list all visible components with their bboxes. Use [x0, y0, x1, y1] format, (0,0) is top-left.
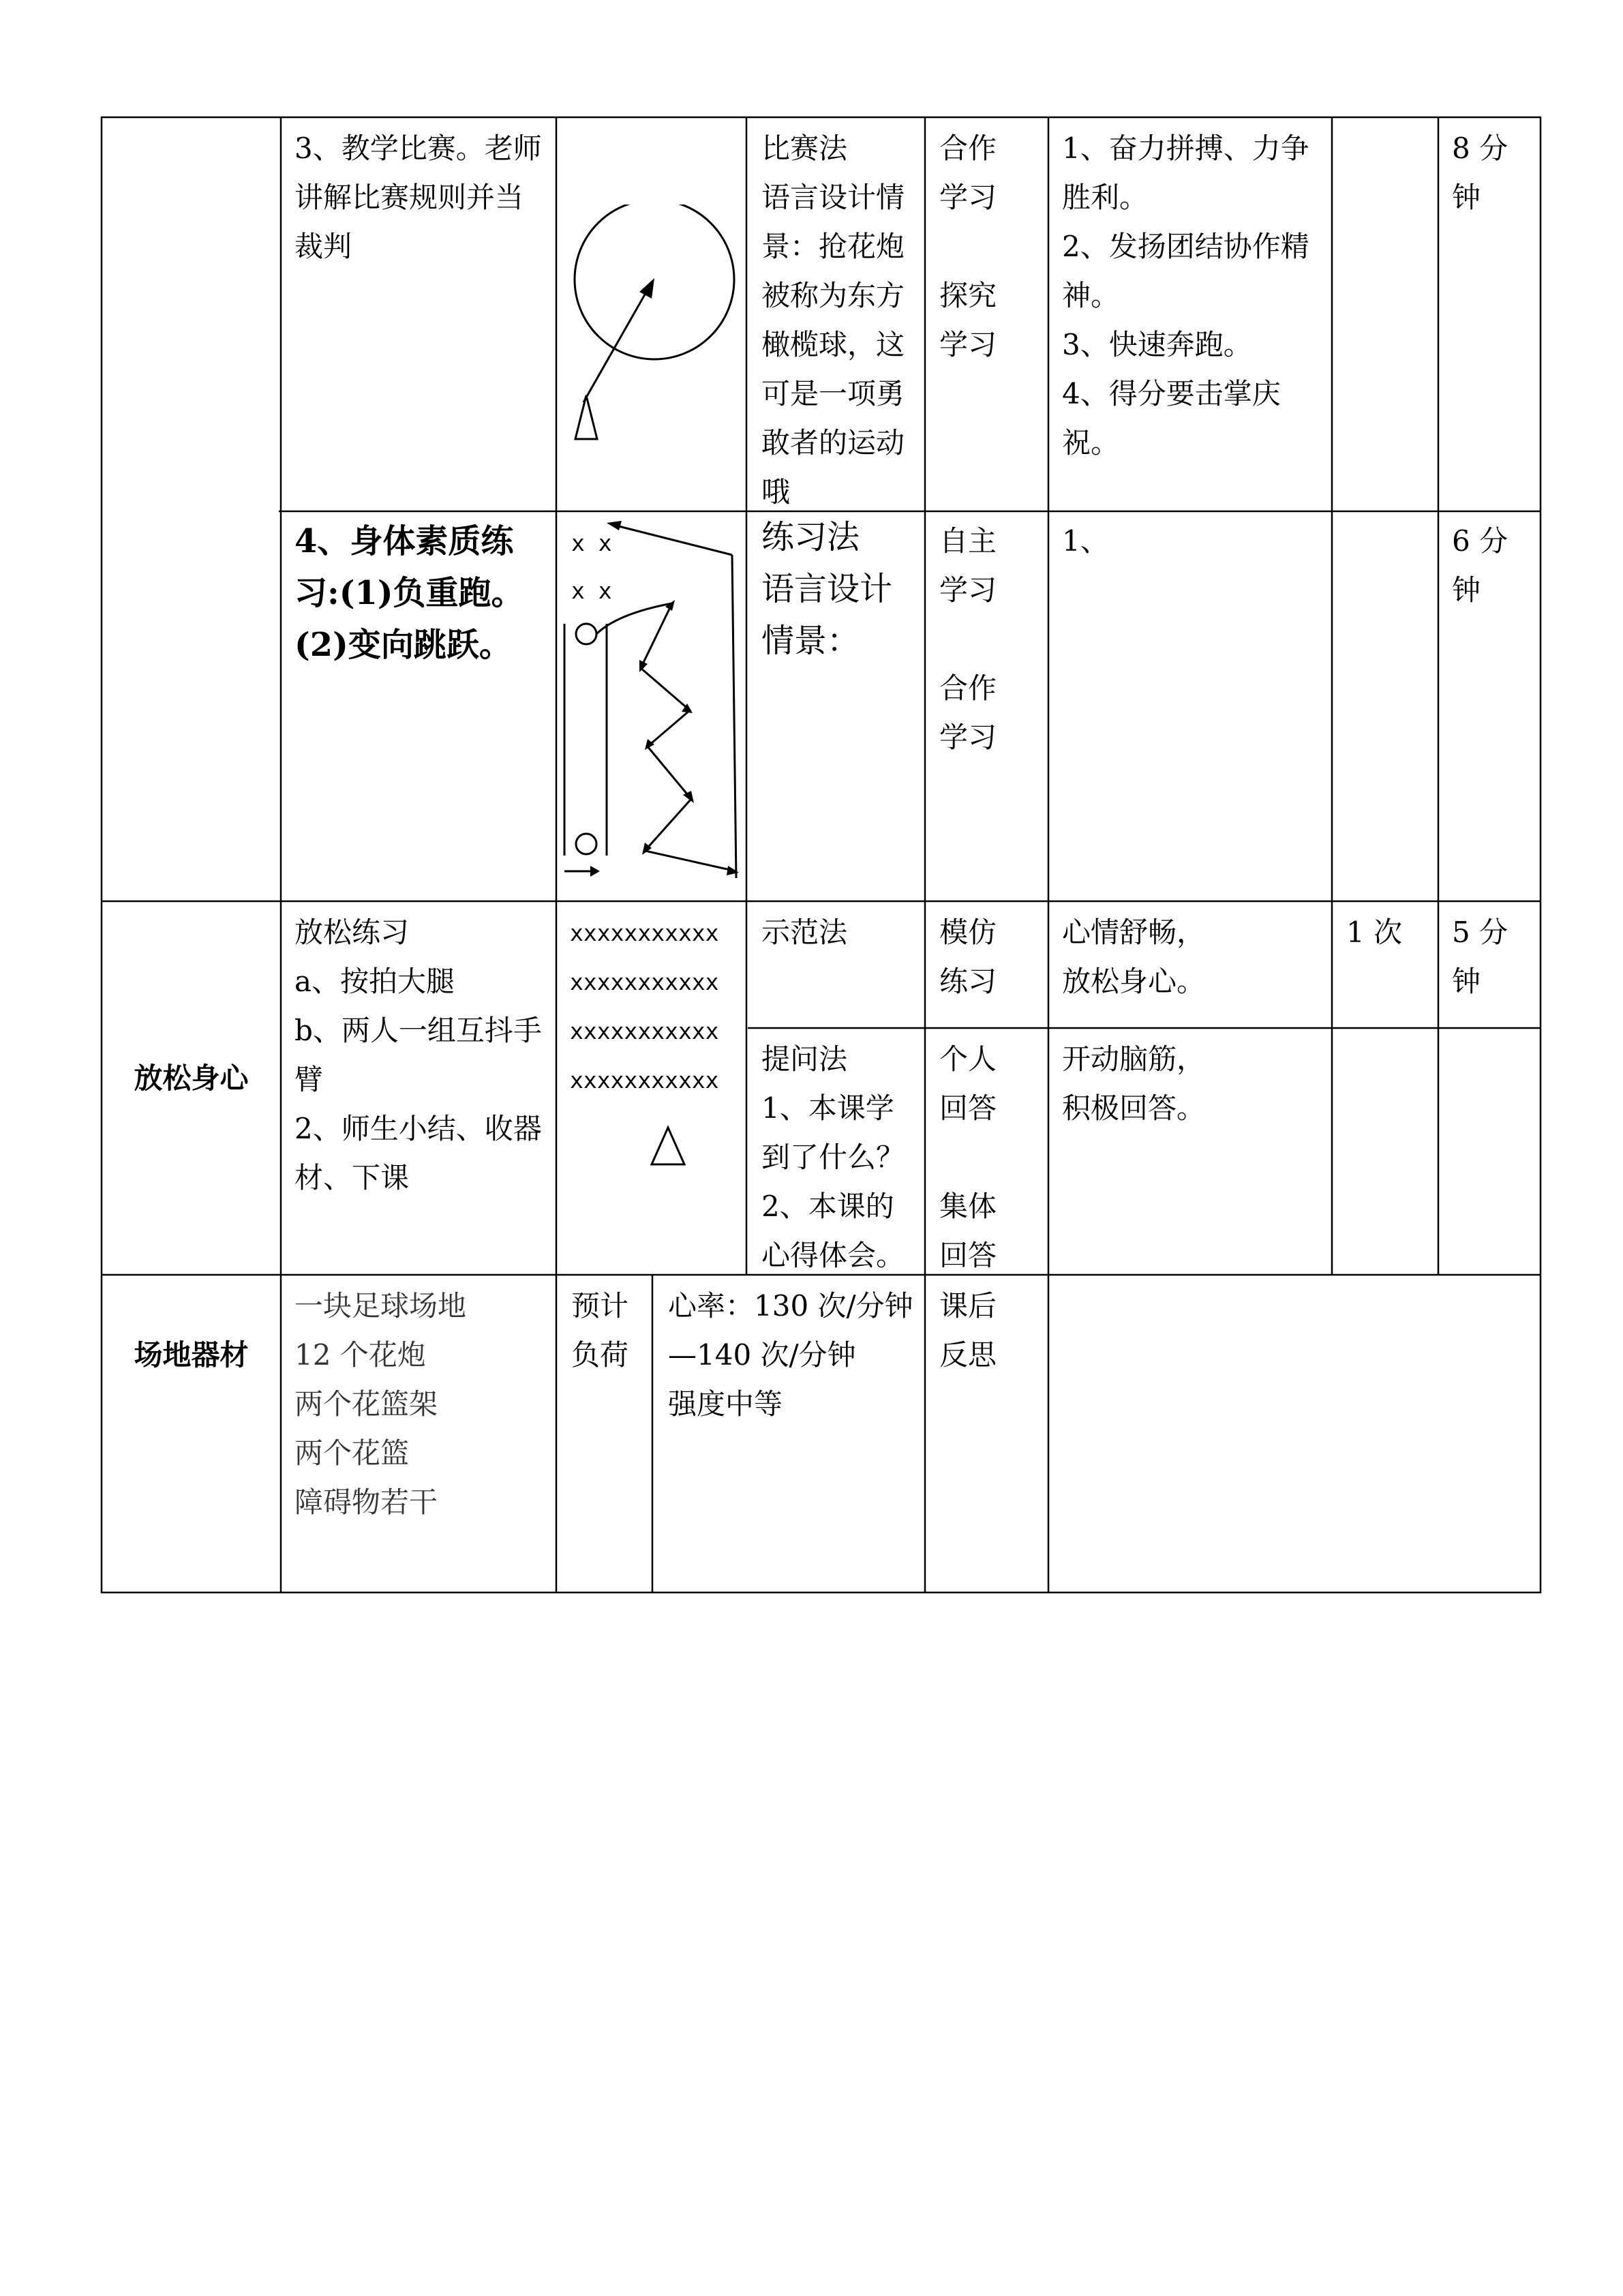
fitness-time: 6 分 钟: [1452, 524, 1508, 607]
arrowhead-icon: [639, 278, 654, 299]
match-method: 比赛法 语言设计情 景：抢花炮 被称为东方 橄榄球，这 可是一项勇 敢者的运动 哦: [761, 132, 905, 509]
match-time: 8 分 钟: [1452, 132, 1508, 214]
triangle-teacher-icon: [648, 1125, 688, 1168]
circle-field-icon: [575, 205, 734, 359]
relax-learning-2: 个人 回答 集体 回答: [939, 1042, 997, 1272]
venue-equipment: 一块足球场地 12 个花炮 两个花篮架 两个花篮 障碍物若干: [294, 1289, 467, 1519]
relax-content: 放松练习 a、按拍大腿 b、两人一组互抖手 臂 2、师生小结、收器 材、下课: [294, 916, 542, 1194]
load-label: 预计 负荷: [571, 1289, 629, 1372]
arrowhead-icon: [607, 521, 622, 530]
load-value: 心率：130 次/分钟 —140 次/分钟 强度中等: [668, 1289, 913, 1421]
relax-requirements-1: 心情舒畅， 放松身心。: [1062, 916, 1206, 998]
fitness-learning: 自主 学习 合作 学习: [939, 524, 997, 754]
reflection-label: 课后 反思: [939, 1289, 997, 1372]
fitness-content: 4、身体素质练 习:(1)负重跑。 (2)变向跳跃。: [294, 522, 524, 664]
obstacle-bottom-icon: [576, 834, 596, 854]
relax-time-1: 5 分 钟: [1452, 916, 1508, 998]
fitness-marks-row-2: x x: [571, 577, 612, 604]
fitness-marks-row-1: x x: [571, 530, 612, 556]
formation-row-4: xxxxxxxxxxx: [570, 1067, 719, 1093]
obstacle-top-icon: [576, 624, 596, 644]
relax-method-2: 提问法 1、本课学 到了什么？ 2、本课的 心得体会。: [761, 1042, 905, 1272]
arrowhead-icon: [590, 866, 600, 877]
match-requirements: 1、奋力拼搏、力争 胜利。 2、发扬团结协作精 神。 3、快速奔跑。 4、得分要击掌庆 祝。: [1062, 132, 1309, 459]
formation-row-2: xxxxxxxxxxx: [570, 969, 719, 995]
match-learning: 合作 学习 探究 学习: [939, 132, 997, 361]
match-arrow-line: [583, 285, 650, 402]
match-diagram: [566, 205, 750, 450]
fitness-method: 练习法 语言设计 情景：: [761, 518, 893, 660]
fitness-requirements: 1、: [1062, 524, 1109, 558]
relax-count-1: 1 次: [1346, 916, 1403, 949]
relax-learning-1: 模仿 练习: [939, 916, 997, 998]
formation-row-3: xxxxxxxxxxx: [570, 1018, 719, 1044]
triangle-teacher-icon: [575, 395, 597, 439]
relax-section-label: 放松身心: [134, 1061, 249, 1095]
match-content: 3、教学比赛。老师 讲解比赛规则并当 裁判: [294, 132, 542, 263]
formation-row-1: xxxxxxxxxxx: [570, 920, 719, 946]
fitness-diagram: [556, 511, 747, 901]
relax-method-1: 示范法: [761, 916, 848, 949]
venue-section-label: 场地器材: [134, 1338, 249, 1372]
relax-requirements-2: 开动脑筋， 积极回答。: [1062, 1042, 1206, 1125]
